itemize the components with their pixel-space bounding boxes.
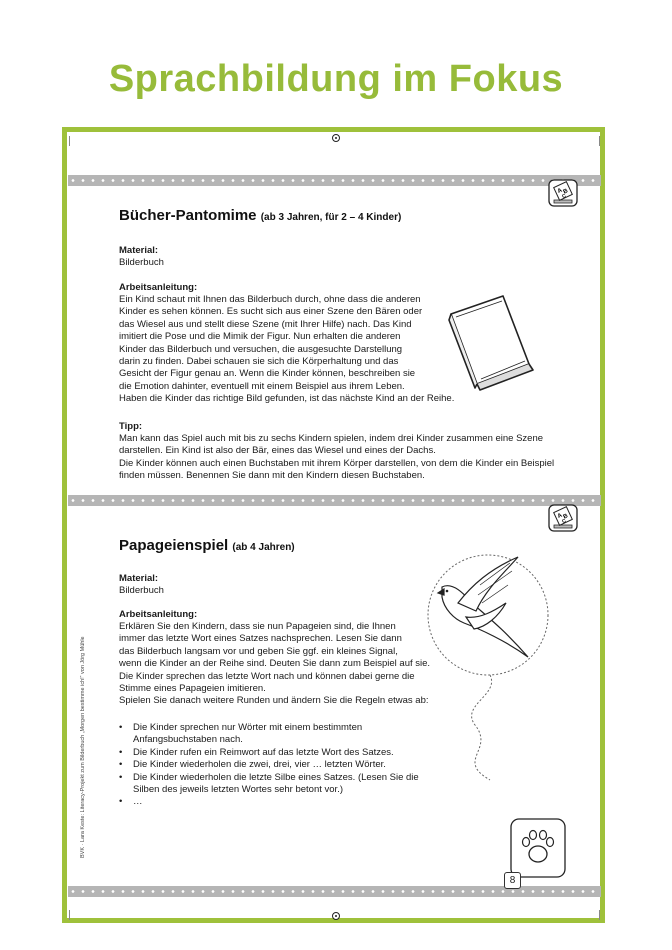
bottom-grommet-icon bbox=[332, 912, 340, 920]
list-item: • Die Kinder rufen ein Reimwort auf das letzte Wort des Satzes. bbox=[119, 747, 419, 759]
text-line: die Emotion dahinter, eventuell mit einem Beispiel aus ihrem Leben. bbox=[119, 380, 405, 392]
paw-print-icon bbox=[510, 818, 566, 878]
text-line: Ein Kind schaut mit Ihnen das Bilderbuch durch, ohne dass die anderen bbox=[119, 294, 421, 305]
badge-letter-a: A bbox=[556, 187, 564, 195]
corner-tick bbox=[69, 136, 70, 146]
list-item: • … bbox=[119, 796, 419, 808]
card1-title bbox=[119, 207, 401, 224]
text-line: das Wiesel aus und stellt diese Szene (mit Ihrer Hilfe) nach. Das Kind bbox=[119, 318, 412, 330]
copyright-side-note: BVK · Lara Keste: Literacy-Projekt zum Bilderbuch „Morgen bestimme ich!“ von Jörg Mühle bbox=[80, 636, 86, 858]
text-line: darin zu finden. Dabei schauen sie sich die Körperhaltung und das bbox=[119, 356, 399, 368]
list-item: • Die Kinder wiederholen die zwei, drei, vier … letzten Wörter. bbox=[119, 759, 419, 771]
text-line: finden müssen. Benennen Sie dann mit den Kindern diesen Buchstaben. bbox=[119, 470, 425, 482]
badge-letter-b: B bbox=[562, 188, 570, 196]
text-line: wenn die Kinder an der Reihe sind. Deuten Sie dann zum Beispiel auf sie. bbox=[119, 658, 431, 670]
card2-subtitle: (ab 4 Jahren) bbox=[232, 542, 295, 553]
card2-instructions bbox=[119, 621, 449, 708]
text-line: Stimme eines Papageien imitieren. bbox=[119, 683, 266, 695]
list-item: • Die Kinder sprechen nur Wörter mit einem bestimmten Anfangsbuchstaben nach. bbox=[119, 722, 419, 747]
text-line: Gesicht der Figur genau an. Wenn die Kinder können, beschreiben sie bbox=[119, 368, 416, 380]
card2-title-text: Papageienspiel bbox=[119, 537, 229, 554]
card-divider-stripe bbox=[68, 175, 601, 186]
text-line: Man kann das Spiel auch mit bis zu sechs Kindern spielen, indem drei Kinder zusammen eine Szene bbox=[119, 433, 544, 444]
card1-instructions-label: Arbeitsanleitung: bbox=[119, 282, 198, 293]
badge-letter-a: A bbox=[556, 512, 564, 520]
card1-title-text: Bücher-Pantomime bbox=[119, 207, 257, 224]
corner-tick bbox=[599, 910, 600, 920]
card-divider-stripe bbox=[68, 495, 601, 506]
text-line: das Bilderbuch langsam vor und geben Sie ggf. ein kleines Signal, bbox=[119, 645, 398, 657]
card1-material-label: Material: bbox=[119, 245, 159, 256]
card2-rule-list bbox=[119, 722, 419, 809]
text-line: immer das letzte Wort eines Satzes nachsprechen. Lesen Sie dann bbox=[119, 633, 402, 645]
book-illustration bbox=[445, 292, 535, 392]
corner-tick bbox=[69, 910, 70, 920]
corner-tick bbox=[599, 136, 600, 146]
card2-material-label: Material: bbox=[119, 573, 159, 584]
card1-tip-label: Tipp: bbox=[119, 421, 143, 432]
card1-tip bbox=[119, 433, 569, 483]
badge-letter-b: B bbox=[562, 513, 570, 521]
card2-instructions-label: Arbeitsanleitung: bbox=[119, 609, 198, 620]
badge-letter-c: C bbox=[561, 518, 568, 525]
text-line: imitiert die Pose und die Mimik der Figur. Nun erhalten die anderen bbox=[119, 331, 401, 343]
text-line: Erklären Sie den Kindern, dass sie nun Papageien sind, die Ihnen bbox=[119, 621, 396, 632]
text-line: Die Kinder können auch einen Buchstaben mit ihrem Körper darstellen, von dem die Kinder ein Beispiel bbox=[119, 457, 555, 469]
text-line: Spielen Sie danach weitere Runden und ändern Sie die Regeln etwas ab: bbox=[119, 695, 429, 707]
card2-title bbox=[119, 537, 295, 554]
text-line: darstellen. Ein Kind ist also der Bär, eines das Wiesel und eines der Dachs. bbox=[119, 445, 436, 457]
page-title: Sprachbildung im Fokus bbox=[108, 58, 564, 100]
page-number: 8 bbox=[504, 872, 521, 889]
text-line: Kinder es sehen können. Es sucht sich aus einer Szene den Bären oder bbox=[119, 306, 423, 318]
text-line: Haben die Kinder das richtige Bild gefunden, ist das nächste Kind an der Reihe. bbox=[119, 393, 455, 405]
card1-subtitle: (ab 3 Jahren, für 2 – 4 Kinder) bbox=[260, 212, 402, 223]
list-item: • Die Kinder wiederholen die letzte Silbe eines Satzes. (Lesen Sie die Silben des jeweils letzten Wortes sehr betont vor.) bbox=[119, 772, 419, 797]
top-grommet-icon bbox=[332, 134, 340, 142]
text-line: Kinder das Bilderbuch und versuchen, die ausgesuchte Darstellung bbox=[119, 343, 403, 355]
badge-letter-c: C bbox=[561, 193, 568, 200]
text-line: Die Kinder sprechen das letzte Wort nach und können dabei gerne die bbox=[119, 670, 415, 682]
abc-blocks-icon bbox=[548, 504, 578, 532]
card-divider-stripe bbox=[68, 886, 601, 897]
abc-blocks-icon bbox=[548, 179, 578, 207]
parrot-illustration bbox=[420, 545, 560, 795]
card1-material-value: Bilderbuch bbox=[119, 257, 164, 268]
card2-material-value: Bilderbuch bbox=[119, 585, 164, 596]
